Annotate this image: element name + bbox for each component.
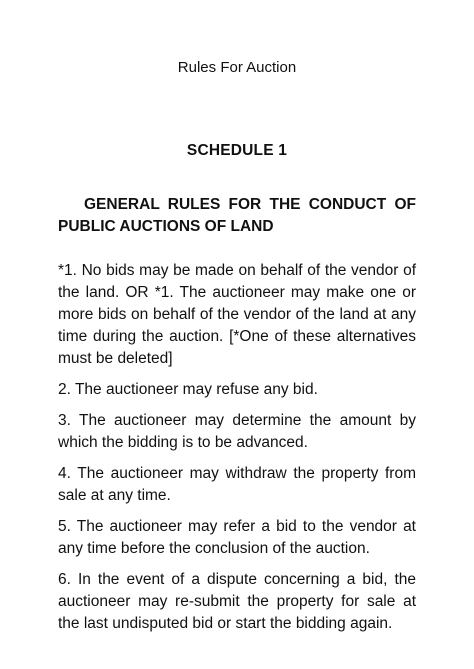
rule-item-4: 4. The auctioneer may withdraw the property from sale at any time. [58, 465, 416, 504]
rule-item-5: 5. The auctioneer may refer a bid to the vendor at any time before the conclusion of the auction. [58, 518, 416, 557]
section-heading-line-2: PUBLIC AUCTIONS OF LAND [58, 218, 274, 235]
schedule-heading: SCHEDULE 1 [186, 142, 288, 159]
document-title: Rules For Auction [177, 59, 297, 76]
section-heading-line-1: GENERAL RULES FOR THE CONDUCT OF [84, 196, 416, 213]
rule-item-2: 2. The auctioneer may refuse any bid. [58, 381, 318, 398]
rules-list [58, 260, 416, 644]
rule-item-3: 3. The auctioneer may determine the amount by which the bidding is to be advanced. [58, 412, 416, 451]
rule-item-1: *1. No bids may be made on behalf of the vendor of the land. OR *1. The auctioneer may make one or more bids on behalf of the vendor of the land at any time during the auction. [*One of these alternatives must be deleted] [58, 262, 416, 367]
section-heading [58, 194, 416, 238]
rule-item-6: 6. In the event of a dispute concerning a bid, the auctioneer may re-submit the property for sale at the last undisputed bid or start the bidding again. [58, 571, 416, 632]
